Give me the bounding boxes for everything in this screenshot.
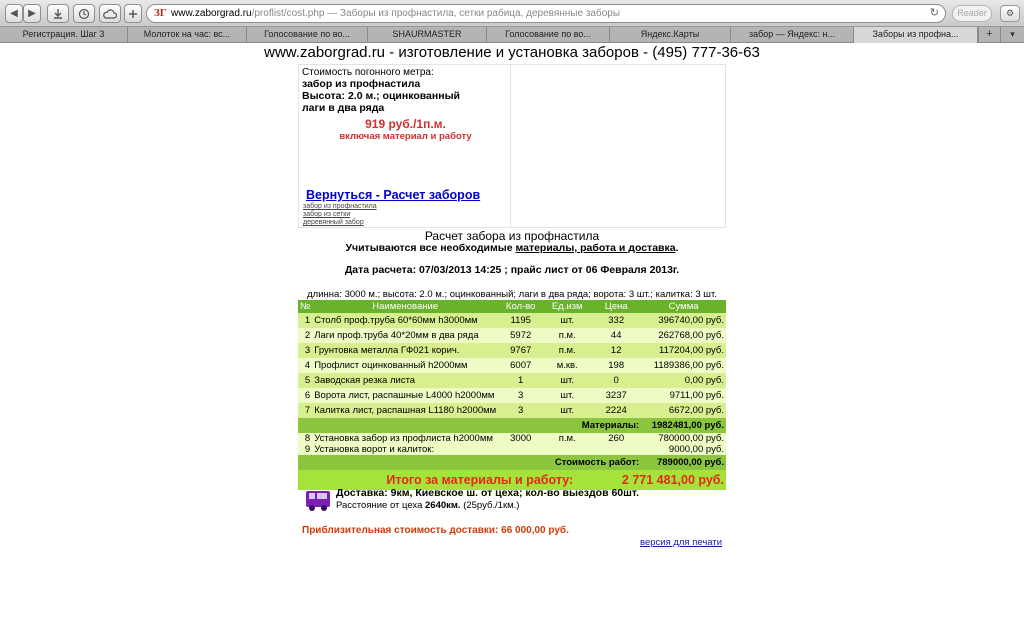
cell-price	[591, 444, 641, 455]
tab-8-active[interactable]: Заборы из профна...	[854, 27, 978, 43]
delivery-cost: Приблизительная стоимость доставки: 66 000,00 руб.	[302, 525, 569, 536]
cell-num: 7	[298, 403, 312, 418]
icloud-button[interactable]	[99, 4, 121, 23]
calc-params: длинна: 3000 м.; высота: 2.0 м.; оцинкованный; лаги в два ряда; ворота: 3 шт.; калитка: 3 шт.	[307, 289, 717, 300]
table-row	[298, 328, 726, 343]
new-tab-button[interactable]	[978, 27, 1000, 43]
cell-qty: 1195	[498, 313, 543, 328]
materials-total: 1982481,00 руб.	[641, 418, 726, 433]
cell-name: Калитка лист, распашная L1180 h2000мм	[314, 405, 497, 416]
table-row	[298, 433, 726, 444]
tab-3[interactable]: Голосование по во...	[247, 27, 368, 43]
plus-icon	[128, 9, 138, 19]
cell-name: Лаги проф.труба 40*20мм в два ряда	[312, 328, 498, 343]
cell-num: 6	[298, 388, 312, 403]
cell-num: 9	[298, 444, 312, 455]
tab-6[interactable]: Яндекс.Карты	[610, 27, 731, 43]
fence-description	[302, 78, 507, 114]
cell-qty: 6007	[498, 358, 543, 373]
address-bar[interactable]	[146, 4, 946, 23]
cell-unit: п.м.	[543, 343, 591, 358]
share-button[interactable]	[124, 4, 142, 23]
col-header: Ед.изм	[543, 300, 591, 313]
cell-price: 12	[591, 343, 641, 358]
forward-button[interactable]	[23, 4, 41, 23]
calc-note-prefix: Учитываются все необходимые	[345, 242, 516, 254]
cost-table	[298, 300, 726, 490]
tab-7[interactable]: забор — Яндекс: н...	[731, 27, 854, 43]
grand-total-label: Итого за материалы и работу:	[298, 470, 591, 490]
cell-sum: 262768,00 руб.	[641, 328, 726, 343]
tab-2[interactable]: Молоток на час: вс...	[128, 27, 247, 43]
col-header: Кол-во	[498, 300, 543, 313]
cell-sum: 9000,00 руб.	[641, 444, 726, 455]
print-version-link[interactable]: версия для печати	[640, 537, 723, 548]
link-wooden-fence[interactable]: деревянный забор	[303, 219, 364, 226]
calc-note-link[interactable]: материалы, работа и доставка	[515, 242, 676, 254]
cell-unit: п.м.	[543, 328, 591, 343]
tab-5[interactable]: Голосование по во...	[487, 27, 610, 43]
summary-left-panel	[298, 64, 511, 228]
table-row	[298, 358, 726, 373]
work-total: 789000,00 руб.	[641, 455, 726, 470]
work-label: Стоимость работ:	[298, 455, 641, 470]
table-row	[298, 373, 726, 388]
calc-title: Расчет забора из профнастила	[424, 229, 600, 243]
cell-unit	[543, 444, 591, 455]
cell-unit: шт.	[543, 313, 591, 328]
summary-box	[298, 64, 726, 228]
download-button[interactable]	[47, 4, 69, 23]
gear-icon: ⚙	[1005, 8, 1015, 18]
cell-num: 4	[298, 358, 312, 373]
col-header: №	[300, 301, 311, 312]
browser-toolbar	[0, 0, 1024, 27]
plus-icon: +	[986, 28, 993, 40]
cell-price: 332	[591, 313, 641, 328]
cell-num: 1	[298, 313, 312, 328]
cell-unit: м.кв.	[543, 358, 591, 373]
cell-qty: 3	[498, 403, 543, 418]
history-icon	[78, 8, 90, 20]
work-subtotal-row	[298, 455, 726, 470]
site-favicon-icon: ЗГ	[154, 7, 167, 19]
delivery-block	[298, 485, 726, 513]
fence-desc-line: лаги в два ряда	[302, 102, 385, 114]
tab-4[interactable]: SHAURMASTER	[368, 27, 487, 43]
cell-unit: шт.	[543, 373, 591, 388]
tab-bar	[0, 27, 1024, 43]
history-button[interactable]	[73, 4, 95, 23]
distance-prefix: Расстояние от цеха	[336, 500, 425, 511]
cell-qty: 9767	[498, 343, 543, 358]
url-host: www.zaborgrad.ru	[171, 8, 252, 19]
materials-label: Материалы:	[298, 418, 641, 433]
calc-date: Дата расчета: 07/03/2013 14:25 ; прайс лист от 06 Февраля 2013г.	[344, 264, 680, 276]
cell-qty: 3000	[498, 433, 543, 444]
link-mesh-fence[interactable]: забор из сетки	[303, 211, 351, 218]
cell-sum: 780000,00 руб.	[641, 433, 726, 444]
table-row	[298, 403, 726, 418]
delivery-info: Доставка: 9км, Киевское ш. от цеха; кол-во выездов 60шт.	[336, 487, 640, 499]
price-per-meter-label: Стоимость погонного метра:	[302, 67, 434, 78]
price-per-meter: 919 руб./1п.м.	[365, 117, 446, 131]
distance-rate: (25руб./1км.)	[460, 500, 520, 511]
cell-name: Грунтовка металла ГФ021 корич.	[312, 343, 498, 358]
cell-unit: шт.	[543, 403, 591, 418]
address-text	[171, 5, 620, 22]
cell-num: 8	[298, 433, 312, 444]
cell-qty: 3	[498, 388, 543, 403]
reader-button[interactable]: Reader	[952, 5, 992, 22]
forward-arrow-icon: ▶	[28, 8, 36, 19]
cloud-icon	[103, 8, 117, 20]
cell-qty	[498, 444, 543, 455]
cell-name: Заводская резка листа	[312, 373, 498, 388]
grand-total-value: 2 771 481,00 руб.	[591, 470, 726, 490]
settings-menu-button[interactable]	[1000, 5, 1020, 22]
price-note: включая материал и работу	[339, 131, 472, 142]
cell-sum: 1189386,00 руб.	[641, 358, 726, 373]
cell-name: Установка ворот и калиток:	[312, 444, 498, 455]
truck-icon	[305, 488, 331, 512]
fence-desc-line: забор из профнастила	[302, 78, 421, 90]
summary-right-panel	[511, 64, 726, 228]
materials-subtotal-row	[298, 418, 726, 433]
site-header: www.zaborgrad.ru - изготовление и установка заборов - (495) 777-36-63	[264, 44, 760, 61]
table-row	[298, 388, 726, 403]
distance-value: 2640км.	[425, 500, 461, 511]
table-row	[298, 343, 726, 358]
cell-price: 198	[591, 358, 641, 373]
cell-name: Столб проф.труба 60*60мм h3000мм	[312, 313, 498, 328]
table-row	[298, 313, 726, 328]
cell-name: Ворота лист, распашные L4000 h2000мм	[312, 388, 498, 403]
fence-desc-line: Высота: 2.0 м.; оцинкованный	[302, 90, 461, 102]
reload-icon[interactable]: ↻	[929, 7, 939, 19]
cell-num: 5	[298, 373, 312, 388]
calc-note-suffix: .	[675, 242, 679, 254]
table-header-row	[298, 300, 726, 313]
calc-note	[298, 242, 726, 254]
cell-sum: 0,00 руб.	[641, 373, 726, 388]
url-page-title: — Заборы из профнастила, сетки рабица, деревянные заборы	[324, 8, 621, 19]
cell-sum: 396740,00 руб.	[641, 313, 726, 328]
cell-name: Профлист оцинкованный h2000мм	[312, 358, 498, 373]
url-path: /proflist/cost.php	[251, 8, 325, 19]
cell-price: 260	[591, 433, 641, 444]
col-header: Сумма	[641, 300, 726, 313]
cell-sum: 9711,00 руб.	[641, 388, 726, 403]
download-icon	[52, 8, 64, 20]
cell-price: 44	[591, 328, 641, 343]
delivery-distance	[336, 500, 519, 511]
cell-price: 2224	[591, 403, 641, 418]
back-arrow-icon: ◀	[10, 8, 18, 19]
cell-num: 2	[298, 328, 312, 343]
tab-1[interactable]: Регистрация. Шаг 3	[0, 27, 128, 43]
col-header: Цена	[591, 300, 641, 313]
cell-sum: 6672,00 руб.	[641, 403, 726, 418]
table-row	[298, 444, 726, 455]
tab-overflow-button[interactable]	[1000, 27, 1024, 43]
chevron-down-icon: ▾	[1010, 29, 1015, 39]
cell-price: 0	[591, 373, 641, 388]
col-header: Наименование	[312, 300, 498, 313]
link-proflist-fence[interactable]: забор из профнастила	[303, 203, 377, 210]
cell-unit: п.м.	[543, 433, 591, 444]
cell-sum: 117204,00 руб.	[641, 343, 726, 358]
cell-name: Установка забор из профлиста h2000мм	[312, 433, 498, 444]
cell-num: 3	[298, 343, 312, 358]
cell-unit: шт.	[543, 388, 591, 403]
cell-qty: 5972	[498, 328, 543, 343]
cell-price: 3237	[591, 388, 641, 403]
back-to-calculator-link[interactable]: Вернуться - Расчет заборов	[306, 188, 481, 202]
back-button[interactable]	[5, 4, 23, 23]
cell-qty: 1	[498, 373, 543, 388]
